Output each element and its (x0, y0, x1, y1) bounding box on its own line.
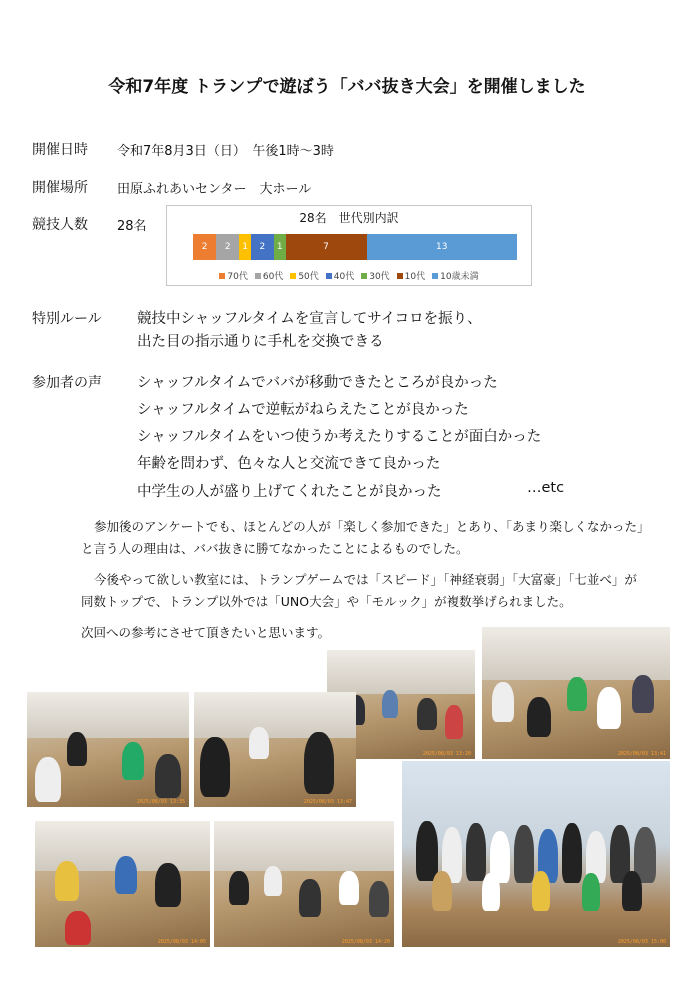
legend-item (290, 269, 318, 282)
photo-hall-overview (214, 821, 394, 947)
legend-label: 50代 (298, 272, 319, 282)
legend-label: 40代 (333, 272, 355, 282)
paragraph-survey: 参加後のアンケートでも、ほとんどの人が「楽しく参加できた」とあり、「あまり楽しくなかった」と言う人の理由は、ババ抜きに勝てなかったことによるものでした。 (81, 519, 644, 556)
legend-swatch (361, 273, 367, 279)
legend-label: 30代 (369, 272, 390, 282)
bar-segment-10代: 7 (286, 234, 367, 260)
rule-label: 特別ルール (32, 311, 102, 327)
legend-swatch (326, 273, 332, 279)
legend-swatch (397, 273, 403, 279)
legend-item (432, 269, 478, 282)
venue-value: 田原ふれあいセンター 大ホール (117, 182, 312, 197)
voice-item: 年齢を問わず、色々な人と交流できて良かった (137, 456, 441, 472)
chart-legend (167, 269, 531, 282)
rule-line-2: 出た目の指示通りに手札を交換できる (137, 334, 384, 350)
chart-title: 28名 世代別内訳 (299, 211, 399, 225)
photo-timestamp: 2025/08/03 14:20 (341, 939, 390, 945)
venue-label: 開催場所 (32, 180, 88, 196)
photo-timestamp: 2025/08/03 13:20 (422, 751, 471, 757)
bar-segment-70代: 2 (193, 234, 216, 260)
legend-swatch (219, 273, 225, 279)
voice-item: シャッフルタイムでババが移動できたところが良かった (137, 375, 498, 391)
photo-group-commemorative (402, 761, 670, 947)
legend-label: 10代 (404, 272, 426, 282)
bar-segment-40代: 2 (251, 234, 274, 260)
photo-group-table-right (482, 627, 670, 759)
legend-swatch (255, 273, 261, 279)
photo-timestamp: 2025/08/03 15:00 (617, 939, 666, 945)
legend-item (361, 269, 389, 282)
voice-item: シャッフルタイムで逆転がねらえたことが良かった (137, 402, 469, 418)
rule-line-1: 競技中シャッフルタイムを宣言してサイコロを振り、 (137, 311, 482, 327)
participants-label: 競技人数 (32, 217, 88, 233)
voice-item: 中学生の人が盛り上げてくれたことが良かった (137, 484, 442, 500)
generation-chart (166, 205, 532, 286)
voice-etc: …etc (527, 480, 565, 496)
photo-card-play-center (194, 692, 356, 807)
date-label: 開催日時 (32, 142, 88, 158)
photo-timestamp: 2025/08/03 13:41 (617, 751, 666, 757)
legend-item (397, 269, 425, 282)
legend-swatch (290, 273, 296, 279)
legend-label: 60代 (262, 272, 284, 282)
photo-timestamp: 2025/08/03 13:47 (303, 799, 352, 805)
paragraph-requests: 今後やって欲しい教室には、トランプゲームでは「スピード」「神経衰弱」「大富豪」「七並べ」が同数トップで、トランプ以外では「UNO大会」や「モルック」が複数挙げられました。 (81, 572, 637, 609)
bar-segment-60代: 2 (216, 234, 239, 260)
bar-segment-50代: 1 (239, 234, 251, 260)
photo-kids-corner (35, 821, 210, 947)
paragraph-closing: 次回への参考にさせて頂きたいと思います。 (81, 625, 331, 640)
stacked-bar (193, 234, 517, 260)
bar-segment-30代: 1 (274, 234, 286, 260)
photo-timestamp: 2025/08/03 13:35 (136, 799, 185, 805)
legend-swatch (432, 273, 438, 279)
legend-item (326, 269, 354, 282)
legend-item (255, 269, 283, 282)
participants-value: 28名 (117, 219, 147, 234)
photo-timestamp: 2025/08/03 14:05 (157, 939, 206, 945)
legend-item (219, 269, 247, 282)
voices-label: 参加者の声 (32, 375, 102, 391)
date-value: 令和7年8月3日（日） 午後1時～3時 (117, 144, 334, 159)
legend-label: 10歳未満 (440, 272, 479, 282)
voice-item: シャッフルタイムをいつ使うか考えたりすることが面白かった (137, 429, 542, 445)
page-title: 令和7年度 トランプで遊ぼう「ババ抜き大会」を開催しました (108, 77, 586, 97)
bar-segment-10歳未満: 13 (367, 234, 517, 260)
legend-label: 70代 (227, 272, 248, 282)
photo-family-table-left (27, 692, 189, 807)
